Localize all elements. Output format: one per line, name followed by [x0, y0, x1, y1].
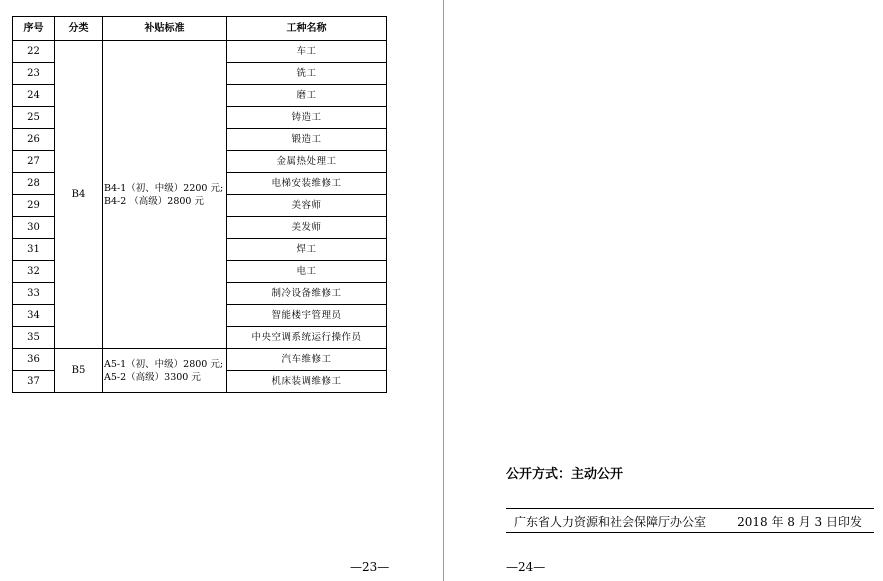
- row-serial-no: 29: [13, 195, 55, 217]
- issuing-office: 广东省人力资源和社会保障厅办公室: [514, 515, 707, 529]
- issuer-block: [506, 508, 874, 532]
- row-serial-no: 35: [13, 327, 55, 349]
- row-trade-name: 智能楼宇管理员: [227, 305, 387, 327]
- row-serial-no: 30: [13, 217, 55, 239]
- row-trade-name: 铣工: [227, 63, 387, 85]
- header-serial-no: 序号: [13, 17, 55, 41]
- row-trade-name: 制冷设备维修工: [227, 283, 387, 305]
- table-header-row: [13, 17, 387, 41]
- category-cell-b4: B4: [55, 41, 103, 349]
- row-trade-name: 车工: [227, 41, 387, 63]
- row-trade-name: 金属热处理工: [227, 151, 387, 173]
- row-serial-no: 33: [13, 283, 55, 305]
- subsidy-table: [12, 16, 387, 393]
- row-serial-no: 23: [13, 63, 55, 85]
- row-trade-name: 美容师: [227, 195, 387, 217]
- disclosure-method: 公开方式：主动公开: [506, 467, 624, 482]
- header-trade-name: 工种名称: [227, 17, 387, 41]
- standard-line: A5-2（高级）3300 元: [104, 371, 201, 383]
- row-serial-no: 22: [13, 41, 55, 63]
- row-serial-no: 32: [13, 261, 55, 283]
- table-row: [13, 349, 387, 371]
- standard-cell-b5: [103, 349, 227, 393]
- standard-line: A5-1（初、中级）2800 元;: [104, 358, 224, 370]
- table-row: [13, 41, 387, 63]
- row-trade-name: 电梯安装维修工: [227, 173, 387, 195]
- row-trade-name: 焊工: [227, 239, 387, 261]
- row-trade-name: 美发师: [227, 217, 387, 239]
- row-serial-no: 24: [13, 85, 55, 107]
- header-category: 分类: [55, 17, 103, 41]
- standard-line: B4-1（初、中级）2200 元;: [104, 182, 224, 194]
- row-trade-name: 磨工: [227, 85, 387, 107]
- row-serial-no: 37: [13, 371, 55, 393]
- row-serial-no: 34: [13, 305, 55, 327]
- row-trade-name: 中央空调系统运行操作员: [227, 327, 387, 349]
- row-serial-no: 27: [13, 151, 55, 173]
- row-serial-no: 25: [13, 107, 55, 129]
- row-serial-no: 26: [13, 129, 55, 151]
- page-number-left: —23—: [350, 560, 390, 574]
- page-number-right: —24—: [506, 560, 546, 574]
- right-page: [444, 0, 883, 581]
- header-subsidy-standard: 补贴标准: [103, 17, 227, 41]
- category-cell-b5: B5: [55, 349, 103, 393]
- row-trade-name: 锻造工: [227, 129, 387, 151]
- bottom-rule: [506, 532, 874, 533]
- row-trade-name: 铸造工: [227, 107, 387, 129]
- row-trade-name: 机床装调维修工: [227, 371, 387, 393]
- row-trade-name: 汽车维修工: [227, 349, 387, 371]
- issue-date: 2018 年 8 月 3 日印发: [737, 515, 862, 529]
- row-serial-no: 28: [13, 173, 55, 195]
- standard-cell-b4: [103, 41, 227, 349]
- standard-line: B4-2 （高级）2800 元: [104, 195, 204, 207]
- row-trade-name: 电工: [227, 261, 387, 283]
- top-rule: [506, 508, 874, 509]
- row-serial-no: 36: [13, 349, 55, 371]
- row-serial-no: 31: [13, 239, 55, 261]
